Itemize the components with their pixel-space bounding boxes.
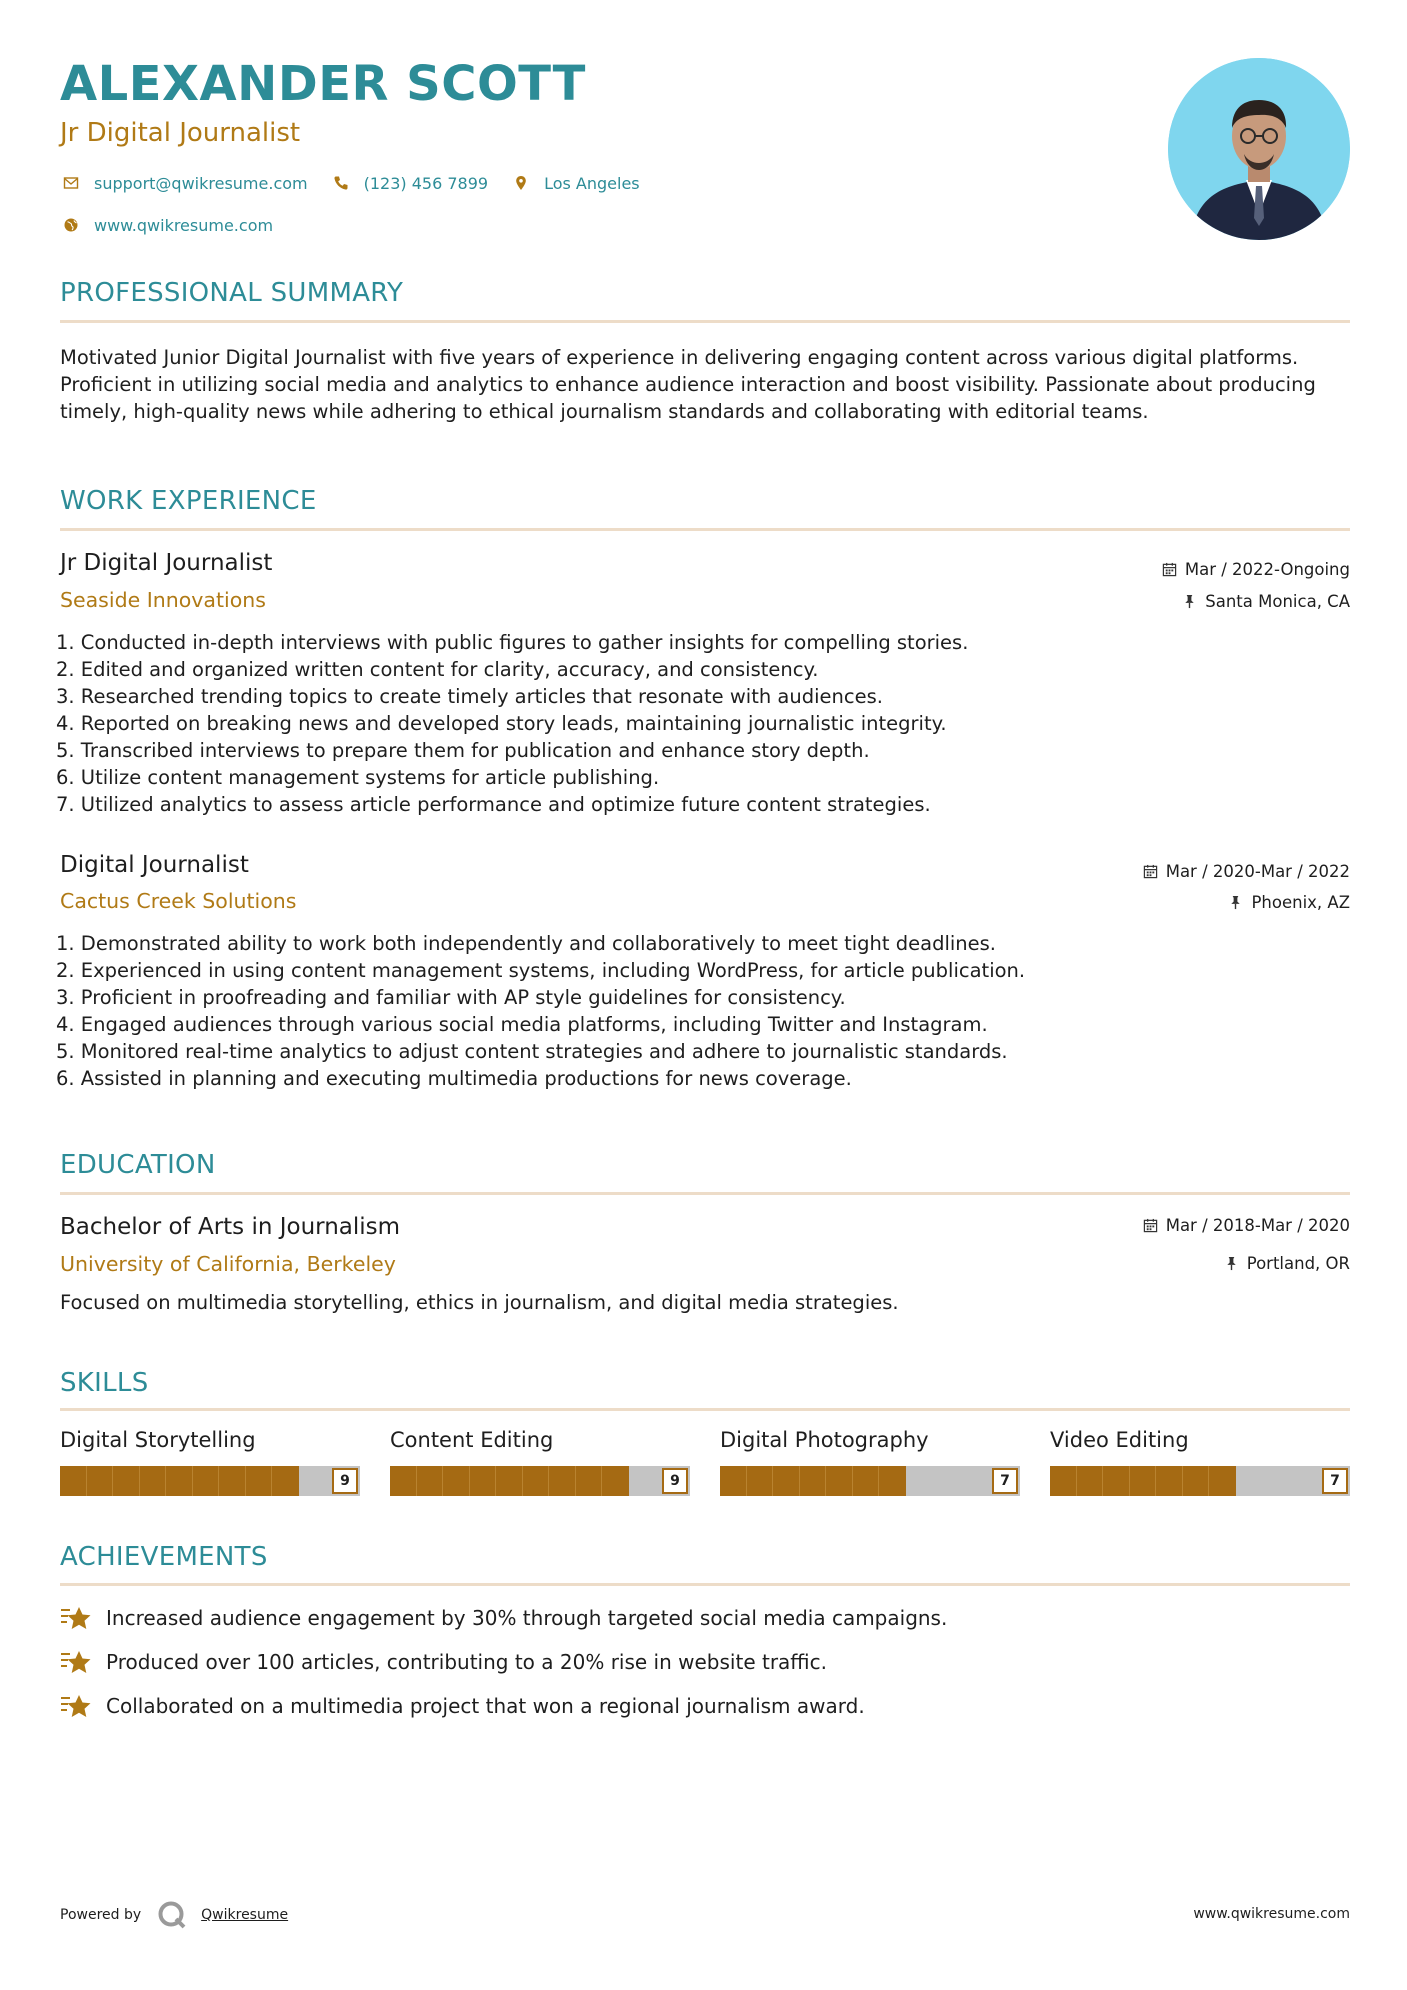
pushpin-icon [1228,895,1243,910]
powered-by-label: Powered by [60,1907,142,1923]
skill-level-segment [470,1466,497,1496]
list-item: 4. Engaged audiences through various social media platforms, including Twitter and Instagram. [56,1013,988,1036]
job-location [1228,893,1350,913]
skill-level-segment [720,1466,747,1496]
section-divider [60,1583,1350,1586]
job-dates [1162,560,1350,580]
list-item: 2. Edited and organized written content for clarity, accuracy, and consistency. [56,658,819,681]
skill-item [390,1428,690,1496]
education-description: Focused on multimedia storytelling, ethics in journalism, and digital media strategies. [60,1291,899,1314]
candidate-name: ALEXANDER SCOTT [60,56,586,112]
skill-name: Content Editing [390,1428,554,1452]
skill-level-segment [1103,1466,1130,1496]
skill-level-segment [140,1466,167,1496]
achievement-text: Collaborated on a multimedia project that won a regional journalism award. [106,1694,865,1718]
contact-website[interactable] [60,214,273,236]
skill-level-number: 7 [992,1468,1018,1494]
calendar-icon [1162,562,1177,577]
location-text: Los Angeles [544,173,640,193]
school-name: University of California, Berkeley [60,1252,396,1276]
skill-level-segment [576,1466,603,1496]
skill-item [1050,1428,1350,1496]
skill-level-segment [390,1466,417,1496]
experience-heading: WORK EXPERIENCE [60,486,317,516]
skill-name: Digital Photography [720,1428,929,1452]
pushpin-icon [1224,1256,1239,1271]
profile-photo [1168,58,1350,240]
skill-item [720,1428,1020,1496]
education-location-text: Portland, OR [1246,1254,1350,1273]
star-icon [60,1604,92,1632]
summary-heading: PROFESSIONAL SUMMARY [60,278,404,308]
contact-location [510,172,640,194]
website-text: www.qwikresume.com [94,215,274,235]
skill-level-segment [272,1466,299,1496]
skill-level-segment [1156,1466,1183,1496]
contact-phone[interactable] [330,172,488,194]
skill-level-segment [166,1466,193,1496]
skill-level-segment [87,1466,114,1496]
degree-title: Bachelor of Arts in Journalism [60,1214,401,1240]
skill-level-segment [826,1466,853,1496]
skill-level-segment [496,1466,523,1496]
job-responsibilities [56,930,1346,1092]
contact-row [60,172,662,194]
education-heading: EDUCATION [60,1150,216,1180]
calendar-icon [1143,864,1158,879]
achievement-item [60,1692,865,1720]
skill-level-segment [246,1466,273,1496]
star-icon [60,1692,92,1720]
skills-heading: SKILLS [60,1368,149,1398]
list-item: 6. Utilize content management systems for article publishing. [56,766,660,789]
contact-row-web [60,214,295,236]
company-name: Cactus Creek Solutions [60,889,297,913]
job-dates-text: Mar / 2022-Ongoing [1184,560,1350,579]
map-pin-icon [510,172,532,194]
star-icon [60,1648,92,1676]
section-divider [60,320,1350,323]
list-item: 2. Experienced in using content management systems, including WordPress, for article publication. [56,959,1026,982]
achievement-item [60,1604,947,1632]
list-item: 1. Demonstrated ability to work both independently and collaboratively to meet tight deadlines. [56,932,997,955]
envelope-icon [60,172,82,194]
achievement-text: Produced over 100 articles, contributing to a 20% rise in website traffic. [106,1650,827,1674]
calendar-icon [1143,1218,1158,1233]
skill-level-segment [193,1466,220,1496]
education-dates [1143,1216,1350,1236]
contact-email[interactable] [60,172,308,194]
skill-level-segment [853,1466,880,1496]
job-title: Jr Digital Journalist [60,550,273,576]
list-item: 5. Monitored real-time analytics to adjust content strategies and adhere to journalistic standards. [56,1040,1008,1063]
skill-level-segment [549,1466,576,1496]
candidate-headline: Jr Digital Journalist [60,118,301,148]
phone-icon [330,172,352,194]
list-item: 3. Proficient in proofreading and familiar with AP style guidelines for consistency. [56,986,846,1009]
list-item: 1. Conducted in-depth interviews with public figures to gather insights for compelling stories. [56,631,969,654]
skill-level-segment [773,1466,800,1496]
skill-level-segment [113,1466,140,1496]
skill-level-segment [1183,1466,1210,1496]
skill-level-segment [443,1466,470,1496]
skill-item [60,1428,360,1496]
skill-level-number: 9 [662,1468,688,1494]
qwikresume-logo-icon [157,1900,187,1930]
summary-text: Motivated Junior Digital Journalist with five years of experience in delivering engaging content across various digital platforms. Proficient in utilizing social media and analytics to enhance audience interaction and boost visibility. Passionate about producing timely, high-quality news while adhering to ethical journalism standards and collaborating with editorial teams. [60,346,1316,423]
education-dates-text: Mar / 2018-Mar / 2020 [1165,1216,1350,1235]
job-title: Digital Journalist [60,852,249,878]
footer-website[interactable]: www.qwikresume.com [1193,1906,1350,1922]
section-divider [60,1192,1350,1195]
section-divider [60,1408,1350,1411]
skill-level-bar [60,1466,360,1496]
education-location [1224,1254,1350,1274]
skill-level-segment [1209,1466,1236,1496]
job-dates-text: Mar / 2020-Mar / 2022 [1165,862,1350,881]
list-item: 3. Researched trending topics to create timely articles that resonate with audiences. [56,685,883,708]
brand-link[interactable]: Qwikresume [201,1907,289,1923]
company-name: Seaside Innovations [60,588,266,612]
job-location [1182,592,1350,612]
footer-branding [60,1900,288,1930]
skill-level-segment [60,1466,87,1496]
list-item: 4. Reported on breaking news and developed story leads, maintaining journalistic integrity. [56,712,947,735]
skill-level-segment [747,1466,774,1496]
skill-level-segment [1077,1466,1104,1496]
skill-level-segment [1130,1466,1157,1496]
skill-level-number: 7 [1322,1468,1348,1494]
job-responsibilities [56,629,1346,818]
job-location-text: Phoenix, AZ [1251,893,1350,912]
skill-level-segment [219,1466,246,1496]
skill-level-bar [720,1466,1020,1496]
skill-level-segment [1050,1466,1077,1496]
skill-level-segment [523,1466,550,1496]
email-text: support@qwikresume.com [94,173,308,193]
person-portrait-icon [1168,58,1350,240]
skill-level-bar [390,1466,690,1496]
skill-level-segment [800,1466,827,1496]
achievements-heading: ACHIEVEMENTS [60,1542,268,1572]
list-item: 6. Assisted in planning and executing multimedia productions for news coverage. [56,1067,852,1090]
pushpin-icon [1182,594,1197,609]
section-divider [60,528,1350,531]
job-dates [1143,862,1350,882]
globe-icon [60,214,82,236]
list-item: 5. Transcribed interviews to prepare them for publication and enhance story depth. [56,739,870,762]
achievement-item [60,1648,827,1676]
skill-level-segment [417,1466,444,1496]
skill-name: Digital Storytelling [60,1428,256,1452]
phone-text: (123) 456 7899 [363,173,489,193]
achievement-text: Increased audience engagement by 30% through targeted social media campaigns. [106,1606,948,1630]
skill-level-segment [879,1466,906,1496]
job-location-text: Santa Monica, CA [1205,592,1350,611]
skill-level-number: 9 [332,1468,358,1494]
list-item: 7. Utilized analytics to assess article performance and optimize future content strategies. [56,793,931,816]
skill-name: Video Editing [1050,1428,1189,1452]
skill-level-segment [602,1466,629,1496]
skill-level-bar [1050,1466,1350,1496]
